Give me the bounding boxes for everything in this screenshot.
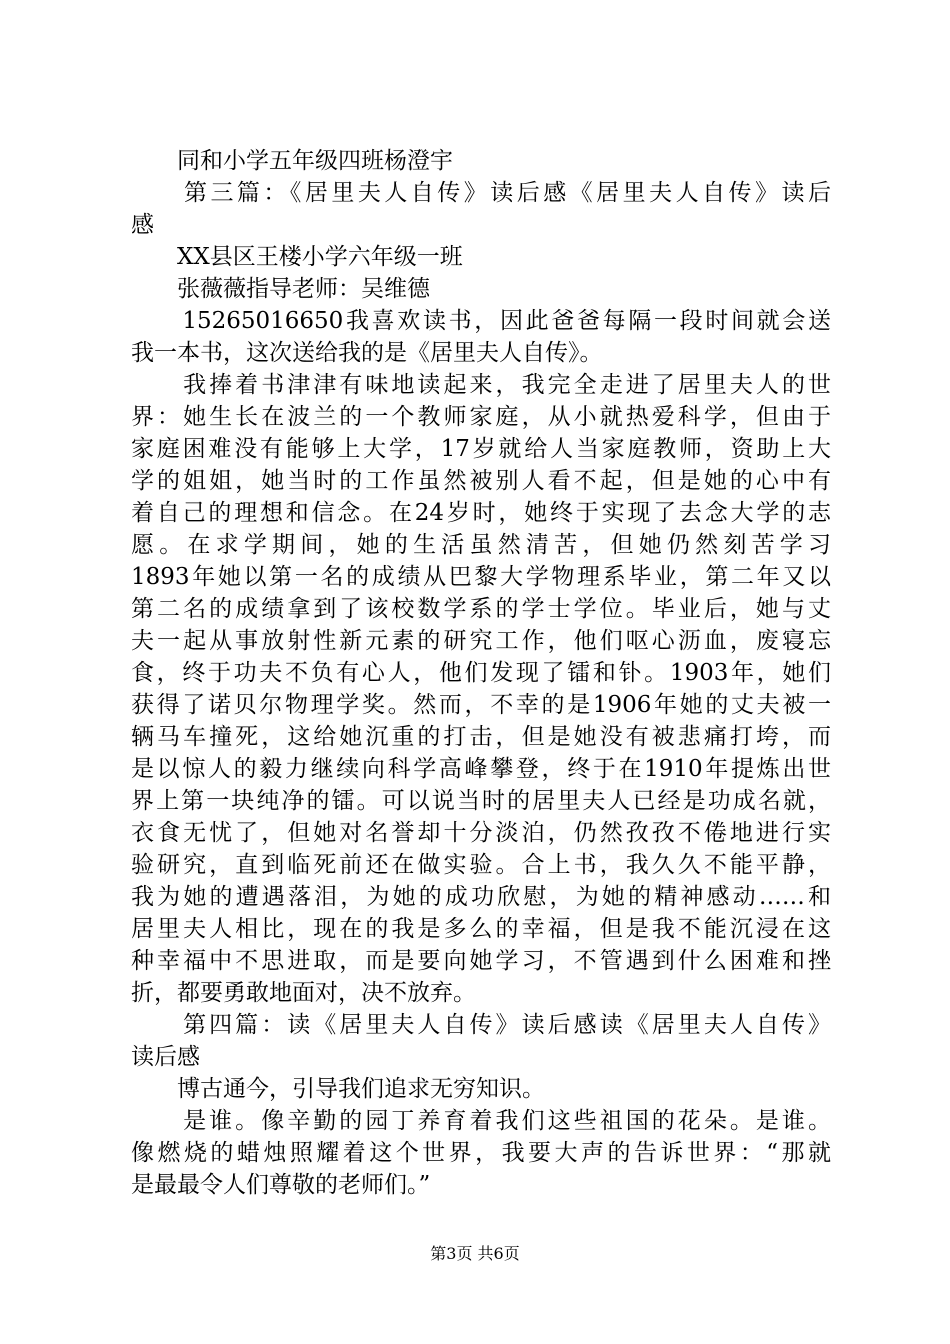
text-line: 学的姐姐，她当时的工作虽然被别人看不起，但是她的心中有 — [131, 468, 831, 494]
text-line: 种幸福中不思进取，而是要向她学习，不管遇到什么困难和挫 — [131, 948, 831, 974]
text-line: 辆马车撞死，这给她沉重的打击，但是她没有被悲痛打垮，而 — [131, 724, 831, 750]
text-line: 家庭困难没有能够上大学，17岁就给人当家庭教师，资助上大 — [131, 436, 831, 462]
text-line: 我捧着书津津有味地读起来，我完全走进了居里夫人的世 — [131, 372, 831, 398]
text-line: 我一本书，这次送给我的是《居里夫人自传》。 — [131, 340, 603, 366]
text-line: 界上第一块纯净的镭。可以说当时的居里夫人已经是功成名就， — [131, 788, 831, 814]
text-line: 15265016650我喜欢读书，因此爸爸每隔一段时间就会送 — [131, 308, 831, 334]
text-line: 界：她生长在波兰的一个教师家庭，从小就热爱科学，但由于 — [131, 404, 831, 430]
text-line: 第三篇：《居里夫人自传》读后感《居里夫人自传》读后 — [131, 180, 831, 206]
document-body — [131, 145, 831, 1201]
text-line: XX县区王楼小学六年级一班 — [131, 244, 463, 270]
text-line: 愿。在求学期间，她的生活虽然清苦，但她仍然刻苦学习 — [131, 532, 831, 558]
text-line: 读后感 — [131, 1044, 200, 1070]
page-footer: 第3页 共6页 — [430, 1244, 520, 1263]
text-line: 是最最令人们尊敬的老师们。” — [131, 1172, 431, 1198]
text-line: 张薇薇指导老师：吴维德 — [131, 276, 430, 302]
text-line: 居里夫人相比，现在的我是多么的幸福，但是我不能沉浸在这 — [131, 916, 831, 942]
text-line: 同和小学五年级四班杨澄宇 — [131, 148, 453, 174]
text-line: 获得了诺贝尔物理学奖。然而，不幸的是1906年她的丈夫被一 — [131, 692, 831, 718]
text-line: 夫一起从事放射性新元素的研究工作，他们呕心沥血，废寝忘 — [131, 628, 831, 654]
text-line: 着自己的理想和信念。在24岁时，她终于实现了去念大学的志 — [131, 500, 831, 526]
text-line: 博古通今，引导我们追求无穷知识。 — [131, 1076, 545, 1102]
text-line: 是以惊人的毅力继续向科学高峰攀登，终于在1910年提炼出世 — [131, 756, 831, 782]
text-line: 像燃烧的蜡烛照耀着这个世界，我要大声的告诉世界：“那就 — [131, 1140, 831, 1166]
text-line: 我为她的遭遇落泪，为她的成功欣慰，为她的精神感动……和 — [131, 884, 831, 910]
text-line: 食，终于功夫不负有心人，他们发现了镭和钋。1903年，她们 — [131, 660, 831, 686]
text-line: 第四篇：读《居里夫人自传》读后感读《居里夫人自传》 — [131, 1012, 831, 1038]
text-line: 验研究，直到临死前还在做实验。合上书，我久久不能平静， — [131, 852, 831, 878]
text-line: 衣食无忧了，但她对名誉却十分淡泊，仍然孜孜不倦地进行实 — [131, 820, 831, 846]
text-line: 1893年她以第一名的成绩从巴黎大学物理系毕业，第二年又以 — [131, 564, 831, 590]
text-line: 第二名的成绩拿到了该校数学系的学士学位。毕业后，她与丈 — [131, 596, 831, 622]
text-line: 折，都要勇敢地面对，决不放弃。 — [131, 980, 476, 1006]
text-line: 感 — [131, 212, 154, 238]
text-line: 是谁。像辛勤的园丁养育着我们这些祖国的花朵。是谁。 — [131, 1108, 831, 1134]
